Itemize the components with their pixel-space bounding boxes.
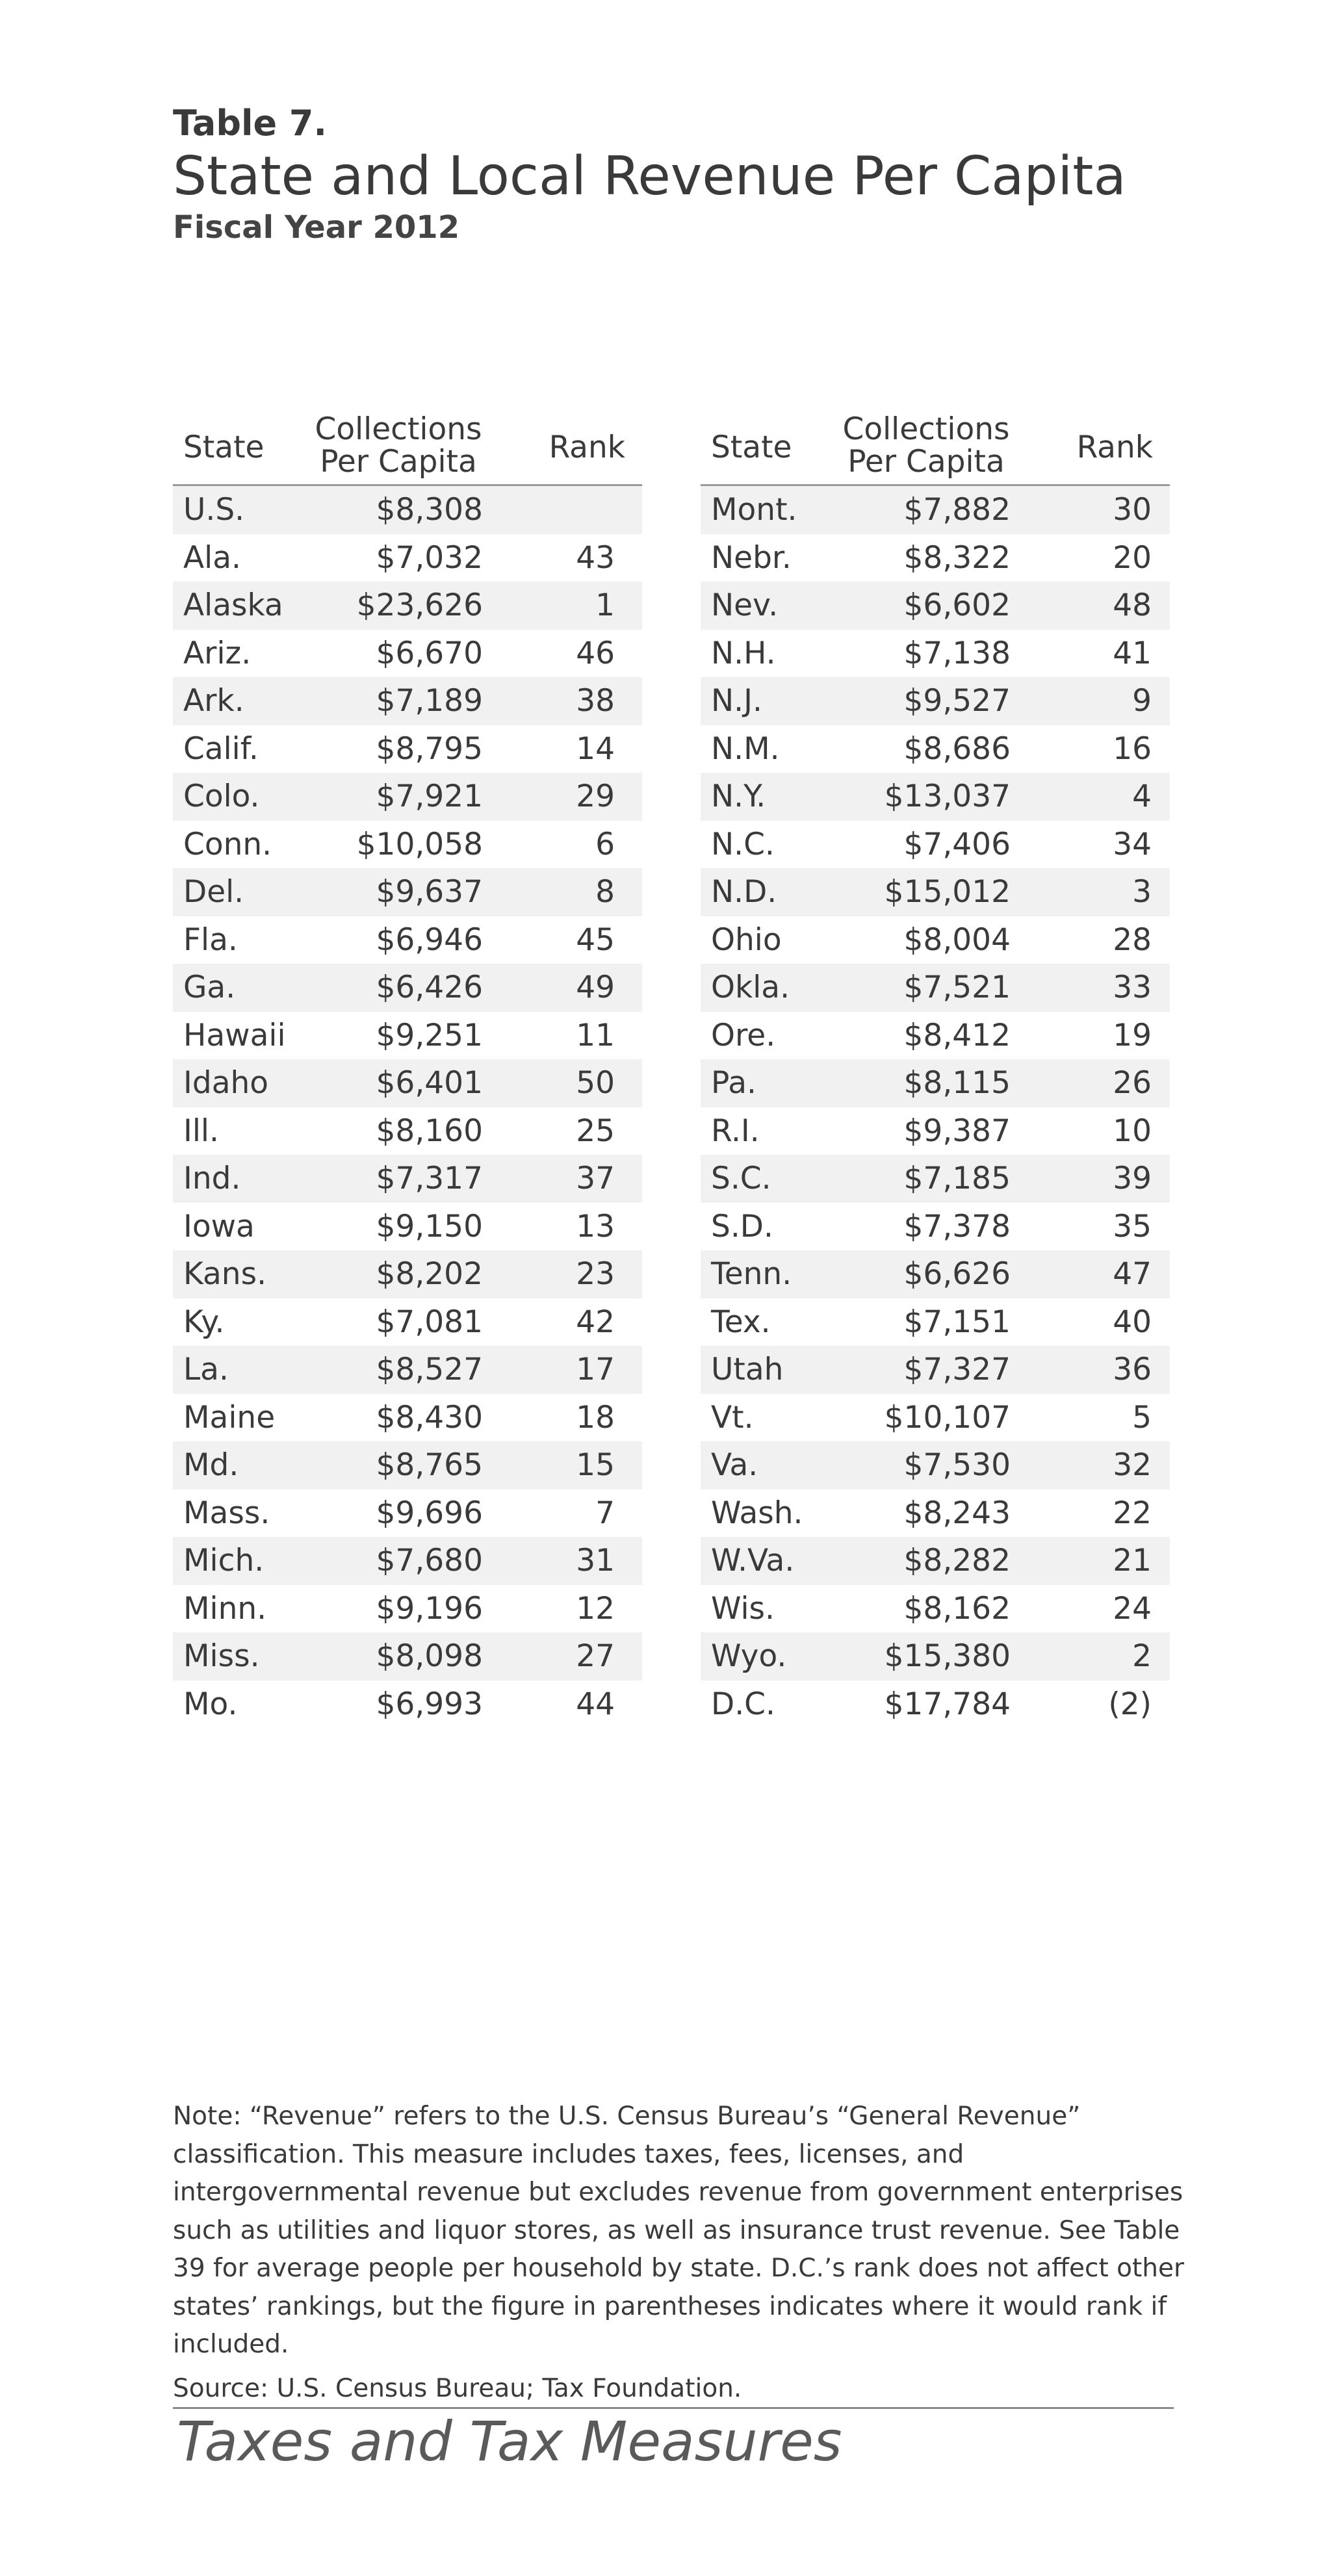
table-row [701,916,1170,964]
cell-state: Colo. [183,779,260,814]
cell-rank: 32 [1113,1447,1152,1483]
table-row [173,486,642,534]
table-row [173,1681,642,1729]
cell-collections: $6,946 [376,921,483,958]
table-row [173,1489,642,1538]
table-row [173,534,642,582]
header-collections-line1: Collections [315,411,482,447]
cell-collections: $7,882 [903,492,1011,528]
cell-collections: $9,696 [376,1495,483,1531]
cell-rank: 7 [595,1495,615,1531]
table-row [173,821,642,869]
cell-state: Calif. [183,730,259,767]
cell-collections: $9,527 [903,683,1011,719]
header-collections-line1: Collections [842,411,1010,447]
table-row [173,1059,642,1107]
cell-state: N.D. [711,874,777,910]
cell-state: Nev. [711,587,779,623]
cell-state: Wis. [711,1590,775,1627]
cell-state: Wyo. [711,1638,787,1674]
table-row [173,630,642,678]
cell-state: Mich. [183,1543,265,1578]
cell-state: N.C. [711,826,775,862]
cell-state: Ariz. [183,635,252,671]
table-row [701,773,1170,821]
cell-collections: $9,150 [376,1208,483,1244]
cell-collections: $23,626 [356,587,483,623]
cell-state: Vt. [711,1399,754,1436]
cell-collections: $6,401 [376,1065,483,1101]
table-row [173,1250,642,1298]
cell-rank: (2) [1108,1686,1152,1722]
cell-rank: 27 [576,1638,615,1674]
cell-rank: 31 [576,1543,615,1578]
cell-collections: $8,202 [376,1256,483,1292]
table-label: Table 7. [173,103,327,144]
cell-state: Tenn. [711,1256,792,1292]
cell-state: U.S. [183,492,245,528]
cell-state: Mo. [183,1686,238,1722]
cell-state: D.C. [711,1686,775,1722]
table-row [173,1537,642,1585]
cell-collections: $8,322 [903,539,1011,576]
header-collections-line2: Per Capita [847,444,1005,480]
table-row [701,630,1170,678]
cell-state: S.C. [711,1161,771,1196]
cell-collections: $7,317 [376,1161,483,1196]
cell-state: Kans. [183,1256,267,1292]
cell-rank: 4 [1132,779,1152,814]
table-row [701,1298,1170,1346]
cell-rank: 46 [576,635,615,671]
page-subtitle: Fiscal Year 2012 [173,209,460,246]
cell-state: Utah [711,1352,784,1387]
table-row [701,1346,1170,1394]
cell-collections: $9,387 [903,1113,1011,1149]
cell-rank: 41 [1113,635,1152,671]
cell-state: Va. [711,1447,758,1483]
cell-collections: $15,012 [884,874,1011,910]
cell-state: Ala. [183,539,241,576]
cell-rank: 29 [576,779,615,814]
cell-rank: 37 [576,1161,615,1196]
cell-rank: 13 [576,1208,615,1244]
cell-rank: 6 [595,826,615,862]
table-row [701,1107,1170,1155]
table-row [173,1346,642,1394]
cell-rank: 35 [1113,1208,1152,1244]
cell-rank: 45 [576,921,615,958]
table-row [701,1681,1170,1729]
cell-rank: 8 [595,874,615,910]
cell-collections: $7,680 [376,1543,483,1578]
cell-collections: $6,426 [376,970,483,1005]
cell-rank: 1 [595,587,615,623]
cell-rank: 50 [576,1065,615,1101]
cell-collections: $8,795 [376,730,483,767]
table-row [173,868,642,916]
cell-rank: 20 [1113,539,1152,576]
cell-rank: 43 [576,539,615,576]
cell-state: Ind. [183,1161,241,1196]
cell-state: Okla. [711,970,790,1005]
cell-collections: $8,162 [903,1590,1011,1627]
cell-collections: $7,921 [376,779,483,814]
cell-rank: 5 [1132,1399,1152,1436]
table-row [701,1012,1170,1060]
table-body [701,486,1170,1728]
cell-rank: 11 [576,1017,615,1053]
right-table [701,409,1170,1728]
table-row [173,1012,642,1060]
cell-collections: $7,151 [903,1304,1011,1340]
cell-rank: 28 [1113,921,1152,958]
cell-rank: 17 [576,1352,615,1387]
cell-collections: $9,637 [376,874,483,910]
cell-rank: 49 [576,970,615,1005]
header-rank: Rank [549,430,625,465]
cell-state: Md. [183,1447,239,1483]
cell-rank: 26 [1113,1065,1152,1101]
table-row [701,1250,1170,1298]
cell-collections: $17,784 [884,1686,1011,1722]
cell-collections: $9,251 [376,1017,483,1053]
cell-rank: 48 [1113,587,1152,623]
table-row [173,1203,642,1251]
cell-state: Ark. [183,683,244,719]
table-row [701,725,1170,773]
table-row [173,1632,642,1681]
cell-rank: 21 [1113,1543,1152,1578]
cell-collections: $8,527 [376,1352,483,1387]
table-row [173,677,642,725]
table-row [701,821,1170,869]
table-row [701,1585,1170,1633]
table-row [173,1298,642,1346]
cell-state: Nebr. [711,539,792,576]
cell-collections: $6,670 [376,635,483,671]
cell-state: N.M. [711,730,780,767]
cell-state: Minn. [183,1590,267,1627]
cell-collections: $6,626 [903,1256,1011,1292]
cell-state: Mass. [183,1495,270,1531]
table-row [173,1155,642,1203]
cell-state: Hawaii [183,1017,286,1053]
table-row [173,582,642,630]
footer-divider [173,2407,1174,2409]
cell-collections: $13,037 [884,779,1011,814]
table-row [701,1394,1170,1442]
table-body [173,486,642,1728]
table-row [701,964,1170,1012]
table-row [173,1441,642,1489]
cell-collections: $8,412 [903,1017,1011,1053]
cell-collections: $7,406 [903,826,1011,862]
cell-rank: 44 [576,1686,615,1722]
cell-collections: $8,004 [903,921,1011,958]
table-row [173,773,642,821]
cell-rank: 19 [1113,1017,1152,1053]
cell-collections: $7,185 [903,1161,1011,1196]
cell-rank: 33 [1113,970,1152,1005]
table-row [701,534,1170,582]
cell-rank: 16 [1113,730,1152,767]
cell-state: N.Y. [711,779,766,814]
cell-rank: 15 [576,1447,615,1483]
table-row [701,868,1170,916]
table-row [701,1489,1170,1538]
cell-collections: $7,530 [903,1447,1011,1483]
table-header [701,409,1170,486]
cell-rank: 25 [576,1113,615,1149]
table-row [701,1537,1170,1585]
cell-state: W.Va. [711,1543,795,1578]
cell-state: Ga. [183,970,236,1005]
table-header [173,409,642,486]
cell-rank: 14 [576,730,615,767]
header-state: State [711,430,792,465]
cell-collections: $8,282 [903,1543,1011,1578]
cell-rank: 34 [1113,826,1152,862]
cell-state: R.I. [711,1113,760,1149]
table-row [701,677,1170,725]
cell-state: Ohio [711,921,782,958]
cell-state: Mont. [711,492,797,528]
cell-state: Fla. [183,921,238,958]
cell-rank: 3 [1132,874,1152,910]
table-row [701,1155,1170,1203]
cell-state: Tex. [711,1304,771,1340]
cell-rank: 42 [576,1304,615,1340]
table-note: Note: “Revenue” refers to the U.S. Census Bureau’s “General Revenue” classification. This measure includes taxes, fees, licenses, and intergovernmental revenue but excludes revenue from government enterprises such as utilities and liquor stores, as well as insurance trust revenue. See Table 39 for average people per household by state. D.C.’s rank does not affect other states’ rankings, but the figure in parentheses indicates where it would rank if included. [173,2102,1185,2359]
table-row [701,1203,1170,1251]
cell-state: Conn. [183,826,272,862]
table-row [173,916,642,964]
cell-state: Pa. [711,1065,756,1101]
table-row [701,1059,1170,1107]
cell-collections: $8,765 [376,1447,483,1483]
table-row [173,1585,642,1633]
cell-state: Ore. [711,1017,776,1053]
table-row [701,1632,1170,1681]
header-collections [311,413,486,478]
cell-state: N.H. [711,635,776,671]
cell-rank: 22 [1113,1495,1152,1531]
cell-rank: 40 [1113,1304,1152,1340]
cell-state: S.D. [711,1208,773,1244]
table-row [173,1394,642,1442]
cell-rank: 18 [576,1399,615,1436]
table-row [173,725,642,773]
cell-state: Wash. [711,1495,803,1531]
section-footer: Taxes and Tax Measures [177,2410,842,2473]
header-collections-line2: Per Capita [320,444,477,480]
table-row [701,486,1170,534]
cell-state: Ky. [183,1304,225,1340]
cell-state: Alaska [183,587,283,623]
cell-state: N.J. [711,683,762,719]
cell-collections: $6,993 [376,1686,483,1722]
table-row [173,964,642,1012]
cell-state: Maine [183,1399,276,1436]
cell-rank: 38 [576,683,615,719]
page-title: State and Local Revenue Per Capita [173,146,1126,207]
table-row [701,582,1170,630]
cell-collections: $8,308 [376,492,483,528]
cell-rank: 24 [1113,1590,1152,1627]
cell-collections: $10,058 [356,826,483,862]
cell-rank: 30 [1113,492,1152,528]
left-table [173,409,642,1728]
cell-state: Miss. [183,1638,260,1674]
cell-collections: $7,327 [903,1352,1011,1387]
header-state: State [183,430,265,465]
cell-collections: $8,686 [903,730,1011,767]
cell-rank: 47 [1113,1256,1152,1292]
header-collections [838,413,1014,478]
cell-collections: $7,189 [376,683,483,719]
cell-collections: $7,378 [903,1208,1011,1244]
table-row [701,1441,1170,1489]
cell-collections: $7,138 [903,635,1011,671]
cell-state: La. [183,1352,229,1387]
cell-state: Ill. [183,1113,219,1149]
cell-rank: 9 [1132,683,1152,719]
cell-rank: 12 [576,1590,615,1627]
cell-rank: 23 [576,1256,615,1292]
table-row [173,1107,642,1155]
cell-rank: 2 [1132,1638,1152,1674]
cell-state: Idaho [183,1065,269,1101]
cell-collections: $8,115 [903,1065,1011,1101]
cell-collections: $9,196 [376,1590,483,1627]
header-rank: Rank [1076,430,1153,465]
cell-rank: 39 [1113,1161,1152,1196]
cell-collections: $8,430 [376,1399,483,1436]
cell-collections: $8,160 [376,1113,483,1149]
cell-state: Iowa [183,1208,255,1244]
cell-rank: 10 [1113,1113,1152,1149]
source-line: Source: U.S. Census Bureau; Tax Foundation. [173,2374,742,2403]
cell-rank: 36 [1113,1352,1152,1387]
cell-collections: $8,243 [903,1495,1011,1531]
cell-collections: $6,602 [903,587,1011,623]
cell-collections: $7,032 [376,539,483,576]
cell-collections: $7,081 [376,1304,483,1340]
cell-collections: $7,521 [903,970,1011,1005]
cell-collections: $8,098 [376,1638,483,1674]
cell-state: Del. [183,874,244,910]
cell-collections: $15,380 [884,1638,1011,1674]
cell-collections: $10,107 [884,1399,1011,1436]
